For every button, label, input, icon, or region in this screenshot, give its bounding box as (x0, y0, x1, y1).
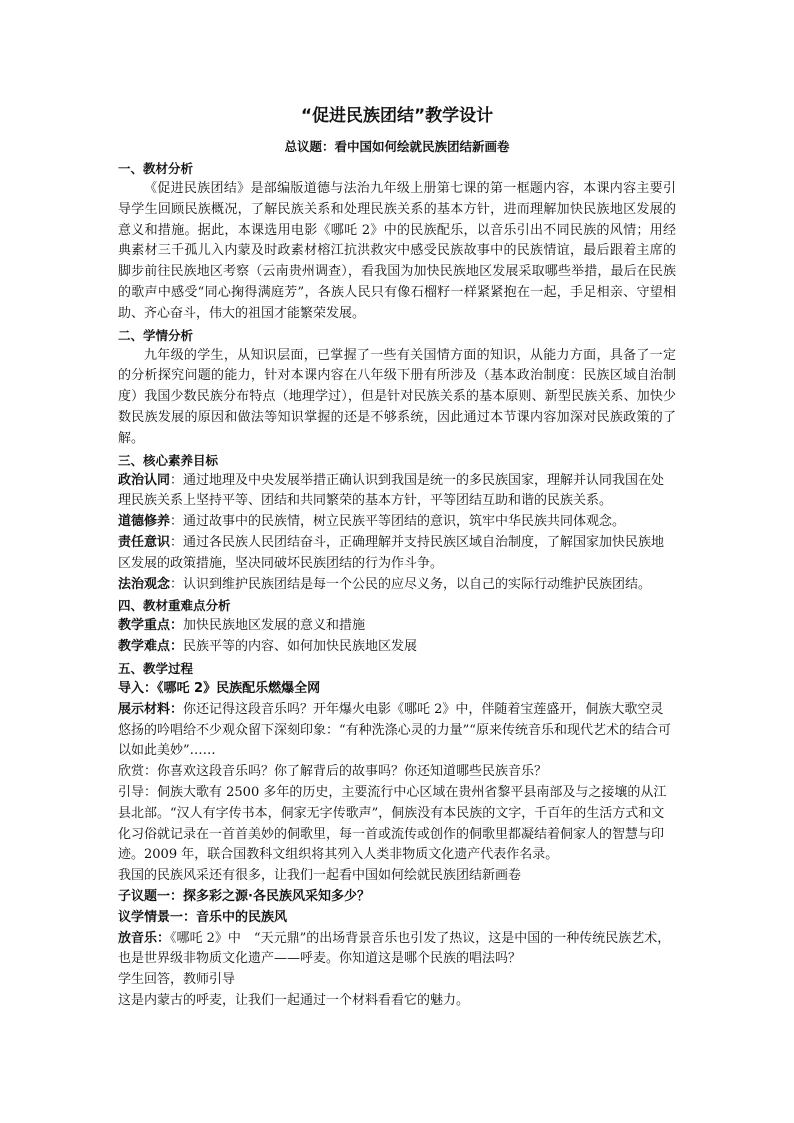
transition-paragraph: 我国的民族风采还有很多，让我们一起看中国如何绘就民族团结新画卷 (118, 868, 522, 884)
key-point-label: 教学重点： (118, 618, 184, 634)
show-material-text: 你还记得这段音乐吗？开年爆火电影《哪吒 2》中，伴随着宝莲盛开，侗族大歌空灵悠扬的吟唱给不少观众留下深刻印象：“有种洗涤心灵的力量”“原来传统音乐和现代艺术的结合可以如此美妙”…… (118, 701, 671, 759)
key-point-text: 加快民族地区发展的意义和措施 (183, 618, 366, 634)
goal-lead: 政治认同 (118, 472, 171, 488)
goal-lead: 责任意识 (118, 534, 171, 550)
document-subtitle: 总议题：看中国如何绘就民族团结新画卷 (284, 139, 510, 154)
sub-topic-one: 子议题一：探多彩之源·各民族风采知多少？ (118, 888, 370, 904)
section-heading-students: 二、学情分析 (118, 327, 194, 343)
section-heading-key-points: 四、教材重难点分析 (118, 598, 231, 614)
goal-text: ：通过故事中的民族情，树立民族平等团结的意识，筑牢中华民族共同体观念。 (170, 514, 626, 530)
show-material (118, 700, 676, 762)
play-music-label: 放音乐： (118, 930, 171, 946)
scene-one-heading: 议学情景一：音乐中的民族风 (118, 909, 288, 925)
closing-paragraph: 这是内蒙古的呼麦，让我们一起通过一个材料看看它的魅力。 (118, 992, 470, 1008)
teaching-key-point (118, 616, 676, 637)
section-heading-goals: 三、核心素养目标 (118, 452, 219, 468)
play-music-text: 《哪吒 2》中 “天元鼎”的出场背景音乐也引发了热议，这是中国的一种传统民族艺术，也是世界级非物质文化遗产——呼麦。你知道这是哪个民族的唱法吗？ (118, 930, 671, 967)
difficulty-label: 教学难点： (118, 639, 184, 655)
goal-moral-cultivation (118, 512, 676, 533)
appreciate-paragraph: 欣赏：你喜欢这段音乐吗？你了解背后的故事吗？你还知道哪些民族音乐？ (118, 764, 548, 780)
intro-heading: 导入：《哪吒 2》民族配乐燃爆全网 (118, 680, 321, 696)
goal-responsibility (118, 533, 676, 575)
materials-paragraph: 《促进民族团结》是部编版道德与法治九年级上册第七课的第一框题内容，本课内容主要引导学生回顾民族概况，了解民族关系和处理民族关系的基本方针，进而理解加快民族地区发展的意义和措施。据此，本课选用电影《哪吒 2》中的民族配乐，以音乐引出不同民族的风情；用经典素材三千孤儿入内蒙及时政素材榕江抗洪救灾中感受民族故事中的民族情谊，最后跟着主席的脚步前往民族地区考察（云南贵州调查），看我国为加快民族地区发展采取哪些举措，最后在民族的歌声中感受“同心掬得满庭芳”，各族人民只有像石榴籽一样紧紧抱在一起，手足相亲、守望相助、齐心奋斗，伟大的祖国才能繁荣发展。 (118, 181, 676, 321)
goal-political-identity (118, 471, 676, 513)
goal-text: ：通过地理及中央发展举措正确认识到我国是统一的多民族国家，理解并认同我国在处理民族关系上坚持平等、团结和共同繁荣的基本方针，平等团结互助和谐的民族关系。 (118, 472, 665, 509)
goal-lead: 道德修养 (118, 514, 171, 530)
guide-paragraph: 引导：侗族大歌有 2500 多年的历史，主要流行中心区域在贵州省黎平县南部及与之接壤的从江县北部。“汉人有字传书本，侗家无字传歌声”，侗族没有本民族的文字，千百年的生活方式和文化习俗就记录在一首首美妙的侗歌里，每一首或流传或创作的侗歌里都凝结着侗家人的智慧与印迹。2009 年，联合国教科文组织将其列入人类非物质文化遗产代表作名录。 (118, 784, 667, 863)
show-material-label: 展示材料： (118, 701, 184, 717)
goal-rule-of-law (118, 575, 676, 596)
section-heading-materials: 一、教材分析 (118, 161, 194, 176)
teaching-difficulty (118, 637, 676, 658)
section-heading-process: 五、教学过程 (118, 660, 194, 676)
goal-lead: 法治观念 (118, 576, 171, 592)
goal-text: ：通过各民族人民团结奋斗，正确理解并支持民族区域自治制度，了解国家加快民族地区发展的政策措施，坚决同破坏民族团结的行为作斗争。 (118, 534, 665, 571)
students-paragraph: 九年级的学生，从知识层面，已掌握了一些有关国情方面的知识，从能力方面，具备了一定的分析探究问题的能力，针对本课内容在八年级下册有所涉及（基本政治制度：民族区域自治制度）我国少数民族分布特点（地理学过），但是针对民族关系的基本原则、新型民族关系、加快少数民族发展的原因和做法等知识掌握的还是不够系统，因此通过本节课内容加深对民族政策的了解。 (118, 347, 676, 446)
student-answer-line: 学生回答，教师引导 (118, 972, 236, 988)
goal-text: ：认识到维护民族团结是每一个公民的应尽义务，以自己的实际行动维护民族团结。 (170, 576, 652, 592)
play-music (118, 929, 676, 971)
difficulty-text: 民族平等的内容、如何加快民族地区发展 (183, 639, 418, 655)
document-title: “促进民族团结”教学设计 (300, 106, 494, 126)
